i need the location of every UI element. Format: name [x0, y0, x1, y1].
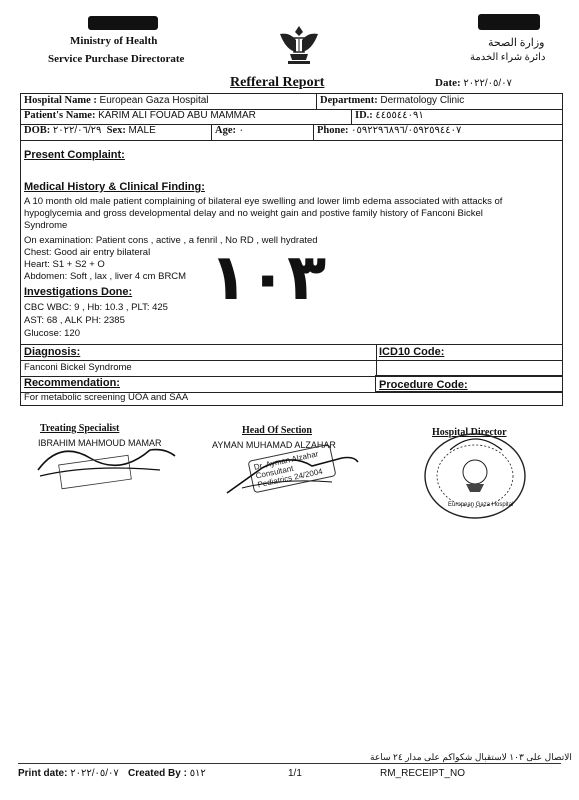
icd10-code-label: ICD10 Code: [379, 346, 445, 358]
recommendation-value: For metabolic screening UOA and SAA [24, 392, 189, 403]
phone-value: ٠٥٩٢٢٩٦٨٩٦/٠٥٩٢٥٩٤٤٠٧ [351, 125, 462, 136]
phone-label: Phone: [317, 125, 349, 136]
history-line: hypoglycemia and gross developmental delay and no weight gain and postive family history of Fanconi Bickel [24, 208, 483, 219]
age-label: Age: [215, 125, 236, 136]
date-value: ٢٠٢٢/٠٥/٠٧ [463, 78, 512, 89]
medical-history-label: Medical History & Clinical Finding: [24, 181, 205, 193]
department-value: Dermatology Clinic [380, 95, 465, 106]
department-label: Department: [320, 95, 378, 106]
patient-name-label: Patient's Name: [24, 110, 96, 121]
history-line: Chest: Good air entry bilateral [24, 247, 151, 258]
investigation-line: AST: 68 , ALK PH: 2385 [24, 315, 125, 326]
page-number: 1/1 [288, 768, 302, 779]
sex-label: Sex: [106, 125, 126, 136]
age-value: ٠ [238, 125, 244, 136]
ministry-name: Ministry of Health [70, 35, 158, 47]
hospital-director-title: Hospital Director [432, 427, 507, 438]
hospital-label: Hospital Name : [24, 95, 97, 106]
id-label: ID.: [355, 110, 373, 121]
directorate-name: Service Purchase Directorate [48, 53, 185, 65]
sex-value: MALE [128, 125, 156, 136]
phone-field [317, 125, 461, 136]
procedure-code-box [375, 375, 563, 392]
department-field [320, 95, 464, 106]
head-of-section-stamp: Dr. Ayman Alzahar Consultant Pediatrics 24/2004 [247, 444, 336, 494]
report-title: Refferal Report [230, 75, 325, 90]
print-date-value: ٢٠٢٢/٠٥/٠٧ [70, 768, 119, 779]
print-date-label: Print date: [18, 768, 68, 779]
hospital-value: European Gaza Hospital [99, 95, 209, 106]
head-of-section-name: AYMAN MUHAMAD ALZAHAR [212, 440, 336, 450]
referral-form-table [20, 93, 563, 406]
created-by [128, 768, 206, 779]
hospital-field [24, 95, 209, 106]
created-by-value: ٥١٢ [189, 768, 206, 779]
print-date [18, 768, 119, 779]
history-line: On examination: Patient cons , active , a fenril , No RD , well hydrated [24, 235, 318, 246]
date-label: Date: [435, 77, 461, 89]
dob-label: DOB: [24, 125, 51, 136]
age-field [215, 125, 244, 136]
arabic-hotline-note: الاتصال على ١٠٣ لاستقبال شكواكم على مدار ٢٤ ساعة [370, 752, 572, 762]
history-line: Heart: S1 + S2 + O [24, 259, 105, 270]
dob-value: ٢٠٢٢/٠٦/٢٩ [52, 125, 102, 136]
dob-field [24, 125, 156, 136]
investigation-line: CBC WBC: 9 , Hb: 10.3 , PLT: 425 [24, 302, 168, 313]
receipt-number: RM_RECEIPT_NO [380, 768, 466, 779]
procedure-code-label: Procedure Code: [379, 379, 468, 391]
treating-specialist-title: Treating Specialist [40, 423, 120, 434]
head-of-section-title: Head Of Section [242, 425, 312, 436]
created-by-label: Created By : [128, 768, 187, 779]
id-field [355, 110, 424, 121]
diagnosis-value: Fanconi Bickel Syndrome [24, 362, 132, 373]
report-date [435, 77, 512, 89]
patient-name-field [24, 110, 256, 121]
investigation-line: Glucose: 120 [24, 328, 80, 339]
arabic-ministry-name: وزارة الصحة [488, 37, 545, 49]
history-line: A 10 month old male patient complaining of bilateral eye swelling and lower limb edema associated with attacks of [24, 196, 503, 207]
hospital-seal-text: European Gaza Hospital [448, 502, 514, 508]
specialist-signature-icon [30, 430, 180, 490]
id-value: ٤٤٥٥٤٤٠٩١ [375, 110, 424, 121]
present-complaint-label: Present Complaint: [24, 149, 125, 161]
patient-name-value: KARIM ALI FOUAD ABU MAMMAR [98, 110, 256, 121]
treating-specialist-name: IBRAHIM MAHMOUD MAMAR [38, 438, 162, 448]
arabic-directorate-name: دائرة شراء الخدمة [470, 52, 546, 63]
investigations-label: Investigations Done: [24, 286, 133, 298]
redaction-bar [478, 14, 540, 30]
footer-divider [18, 763, 561, 764]
recommendation-label: Recommendation: [24, 377, 120, 389]
history-line: Syndrome [24, 220, 68, 231]
history-line: Abdomen: Soft , lax , liver 4 cm BRCM [24, 271, 187, 282]
handwritten-number: ١٠٣ [209, 241, 327, 315]
eagle-emblem-icon [276, 22, 322, 66]
diagnosis-label: Diagnosis: [24, 346, 81, 358]
redaction-bar [88, 16, 158, 30]
head-signature-icon [222, 448, 362, 498]
